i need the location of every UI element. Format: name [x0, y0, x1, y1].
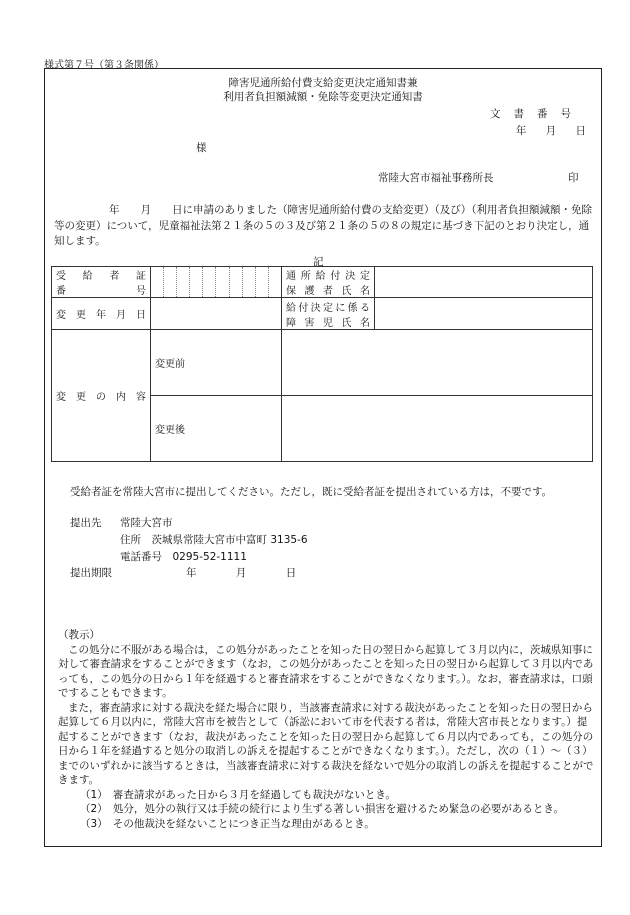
table-row: [52, 330, 593, 396]
submit-address: 住所 茨城県常陸大宮市中富町 3135-6: [120, 534, 308, 546]
deadline-date: [186, 565, 332, 580]
doc-number-label: 文書番号: [490, 108, 584, 120]
instructions-item-2: （2） 処分，処分の執行又は手続の続行により生ずる著しい損害を避けるため緊急の必要があるとき。: [80, 803, 565, 815]
child-label: [282, 298, 375, 330]
child-label-l2: 障 害 児 氏 名: [286, 317, 370, 329]
child-name-field[interactable]: [375, 298, 593, 330]
instructions-heading: （教示）: [58, 629, 100, 641]
instructions-item-1: （1） 審査請求があった日から３月を経過しても裁決がないとき。: [80, 788, 396, 801]
recipient-cert-label-l2: 番 号: [56, 286, 146, 297]
instructions-item-3: （3） その他裁決を経ないことにつき正当な理由があるとき。: [80, 817, 375, 830]
instructions: [58, 628, 594, 831]
guardian-label: [282, 267, 375, 298]
change-date-label: 変 更 年 月 日: [52, 298, 151, 330]
notice-text: 受給者証を常陸大宮市に提出してください。ただし，既に受給者証を提出されている方は，不要です。: [70, 486, 553, 498]
ki-heading: 記: [313, 256, 324, 268]
addressee-suffix: 様: [196, 142, 207, 154]
change-content-label: 変 更 の 内 容: [52, 330, 151, 462]
guardian-label-l1: 通所給付決定: [286, 271, 370, 282]
deadline-label: 提出期限: [70, 567, 112, 579]
intro-paragraph: 年 月 日に申請のありました（障害児通所給付費の支給変更）（及び）（利用者負担額減額・免除等の変更）について，児童福祉法第２１条の５の３及び第２１条の５の８の規定に基づき下記のとおり決定し，通知します。: [54, 204, 592, 247]
digit-boxes: [151, 267, 281, 297]
issue-date: [500, 123, 586, 138]
submit-to-value: 常陸大宮市: [120, 517, 173, 529]
before-label: 変更前: [151, 330, 282, 396]
form-label: 様式第７号（第３条関係）: [44, 60, 164, 71]
submit-phone: 電話番号 0295-52-1111: [120, 551, 247, 563]
child-label-l1: 給付決定に係る: [286, 302, 370, 314]
seal-mark: 印: [568, 172, 579, 184]
issuer: 常陸大宮市福祉事務所長: [378, 172, 494, 184]
deadline-day: 日: [285, 567, 297, 579]
before-field[interactable]: [282, 330, 593, 396]
guardian-name-field[interactable]: [375, 267, 593, 298]
change-date-field[interactable]: [151, 298, 282, 330]
after-label: 変更後: [151, 396, 282, 462]
decision-table: [51, 266, 593, 462]
deadline-year: 年: [186, 567, 197, 579]
recipient-cert-number-field[interactable]: [151, 267, 282, 298]
table-row: [52, 267, 593, 298]
guardian-label-l2: 保 護 者 氏 名: [286, 286, 370, 297]
recipient-cert-label: [52, 267, 151, 298]
instructions-paragraph-2: また，審査請求に対する裁決を経た場合に限り，当該審査請求に対する裁決があったことを知った日の翌日から起算して６月以内に，常陸大宮市を被告として（訴訟において市を代表する者は，常陸大宮市長となります。）提起することができます（なお，裁決があったことを知った日の翌日から起算して６月以内であっても，この処分の日から１年を経過すると処分の取消しの訴えを提起することができなくなります。）。ただし，次の（１）～（３）までのいずれかに該当するときは，当該審査請求に対する裁決を経ないで処分の取消しの訴えを提起することができます。: [58, 701, 594, 786]
after-field[interactable]: [282, 396, 593, 462]
title-line-2: 利用者負担額減額・免除等変更決定通知書: [223, 91, 423, 103]
date-day: 日: [575, 125, 586, 137]
title-line-1: 障害児通所給付費支給変更決定通知書兼: [228, 77, 418, 89]
submit-to-label: 提出先: [70, 517, 102, 529]
date-year: 年: [515, 125, 527, 137]
recipient-cert-label-l1: 受 給 者 証: [56, 271, 146, 282]
date-month: 月: [545, 125, 557, 137]
table-row: [52, 298, 593, 330]
instructions-paragraph-1: この処分に不服がある場合は，この処分があったことを知った日の翌日から起算して３月以内に，茨城県知事に対して審査請求をすることができます（なお，この処分があったことを知った日の翌日から起算して３月以内であっても，この処分の日から１年を経過すると審査請求をすることができなくなります。）。なお，審査請求は，口頭ですることもできます。: [58, 643, 594, 699]
deadline-month: 月: [235, 567, 247, 579]
